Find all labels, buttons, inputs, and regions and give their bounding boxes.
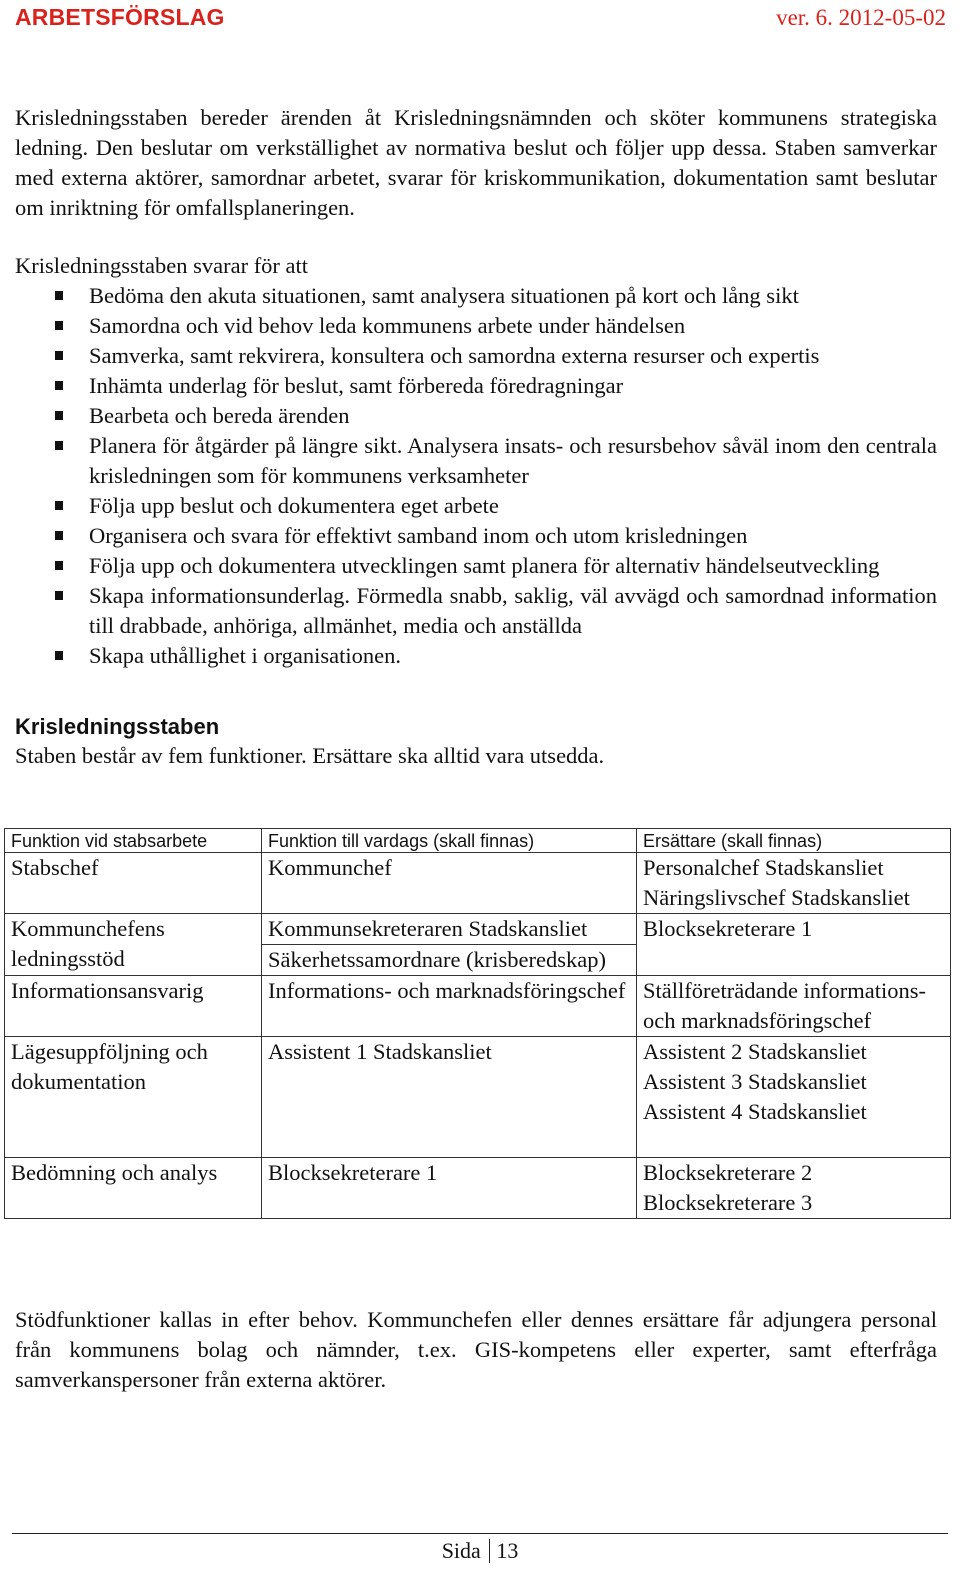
function-cell: Informationsansvarig <box>5 976 262 1037</box>
footer-divider <box>12 1533 948 1534</box>
substitute-cell: Blocksekreterare 1 <box>637 914 951 976</box>
bullet-icon <box>55 351 63 360</box>
list-item: Samordna och vid behov leda kommunens arbete under händelsen <box>15 311 937 341</box>
version-date: ver. 6. 2012-05-02 <box>776 5 946 30</box>
footer-separator <box>489 1539 491 1563</box>
daily-cell: Blocksekreterare 1 <box>262 1158 637 1219</box>
document-status-label: ARBETSFÖRSLAG <box>15 4 225 30</box>
column-header: Funktion till vardags (skall finnas) <box>262 829 637 853</box>
table-header-row <box>5 829 951 853</box>
list-item: Följa upp beslut och dokumentera eget arbete <box>15 491 937 521</box>
responsibilities-lead: Krisledningsstaben svarar för att <box>15 253 309 278</box>
section-heading: Krisledningsstaben <box>15 714 220 739</box>
daily-cell: Informations- och marknadsföringschef <box>262 976 637 1037</box>
intro-paragraph: Krisledningsstaben bereder ärenden åt Krisledningsnämnden och sköter kommunens strategiska ledning. Den beslutar om verkställighet av normativa beslut och följer upp dessa. Staben samverkar med externa aktörer, samordnar arbetet, svarar för kriskommunikation, dokumentation samt beslutar om inriktning för omfallsplaneringen. <box>15 105 937 220</box>
bullet-icon <box>55 531 63 540</box>
responsibilities-list <box>15 281 937 671</box>
page-label: Sida <box>441 1538 481 1563</box>
table-row <box>5 853 951 914</box>
table-row <box>5 1037 951 1158</box>
function-cell: Kommunchefens ledningsstöd <box>5 914 262 976</box>
bullet-icon <box>55 651 63 660</box>
function-table <box>4 828 951 1219</box>
substitute-cell: Ställföreträdande informations- och marknadsföringschef <box>637 976 951 1037</box>
function-cell: Stabschef <box>5 853 262 914</box>
list-item: Samverka, samt rekvirera, konsultera och samordna externa resurser och expertis <box>15 341 937 371</box>
substitute-cell: Blocksekreterare 2 Blocksekreterare 3 <box>637 1158 951 1219</box>
function-cell: Bedömning och analys <box>5 1158 262 1219</box>
substitute-cell: Personalchef Stadskansliet Näringslivschef Stadskansliet <box>637 853 951 914</box>
bullet-icon <box>55 561 63 570</box>
bullet-icon <box>55 321 63 330</box>
bullet-icon <box>55 381 63 390</box>
list-item: Följa upp och dokumentera utvecklingen samt planera för alternativ händelseutveckling <box>15 551 937 581</box>
bullet-icon <box>55 411 63 420</box>
page-number: 13 <box>496 1538 519 1563</box>
substitute-cell: Assistent 2 Stadskansliet Assistent 3 Stadskansliet Assistent 4 Stadskansliet <box>637 1037 951 1158</box>
daily-cell: Kommunsekreteraren Stadskansliet Säkerhetssamordnare (krisberedskap) <box>262 914 637 976</box>
bullet-icon <box>55 591 63 600</box>
bullet-icon <box>55 291 63 300</box>
table-row <box>5 1158 951 1219</box>
page-footer <box>0 1538 960 1564</box>
function-cell: Lägesuppföljning och dokumentation <box>5 1037 262 1158</box>
list-item: Bearbeta och bereda ärenden <box>15 401 937 431</box>
column-header: Funktion vid stabsarbete <box>5 829 262 853</box>
section-subtext: Staben består av fem funktioner. Ersättare ska alltid vara utsedda. <box>15 743 605 768</box>
list-item: Skapa uthållighet i organisationen. <box>15 641 937 671</box>
column-header: Ersättare (skall finnas) <box>637 829 951 853</box>
bullet-icon <box>55 441 63 450</box>
main-content <box>15 103 937 771</box>
table-row <box>5 976 951 1037</box>
list-item: Skapa informationsunderlag. Förmedla snabb, saklig, väl avvägd och samordnad information till drabbade, anhöriga, allmänhet, media och anställda <box>15 581 937 641</box>
daily-cell: Kommunchef <box>262 853 637 914</box>
list-item: Planera för åtgärder på längre sikt. Analysera insats- och resursbehov såväl inom den centrala krisledningen som för kommunens verksamheter <box>15 431 937 491</box>
table-row <box>5 914 951 976</box>
closing-paragraph: Stödfunktioner kallas in efter behov. Kommunchefen eller dennes ersättare får adjungera personal från kommunens bolag och nämnder, t.ex. GIS-kompetens eller experter, samt efterfråga samverkanspersoner från externa aktörer. <box>15 1307 937 1392</box>
list-item: Bedöma den akuta situationen, samt analysera situationen på kort och lång sikt <box>15 281 937 311</box>
list-item: Inhämta underlag för beslut, samt förbereda föredragningar <box>15 371 937 401</box>
daily-cell: Assistent 1 Stadskansliet <box>262 1037 637 1158</box>
bullet-icon <box>55 501 63 510</box>
list-item: Organisera och svara för effektivt samband inom och utom krisledningen <box>15 521 937 551</box>
